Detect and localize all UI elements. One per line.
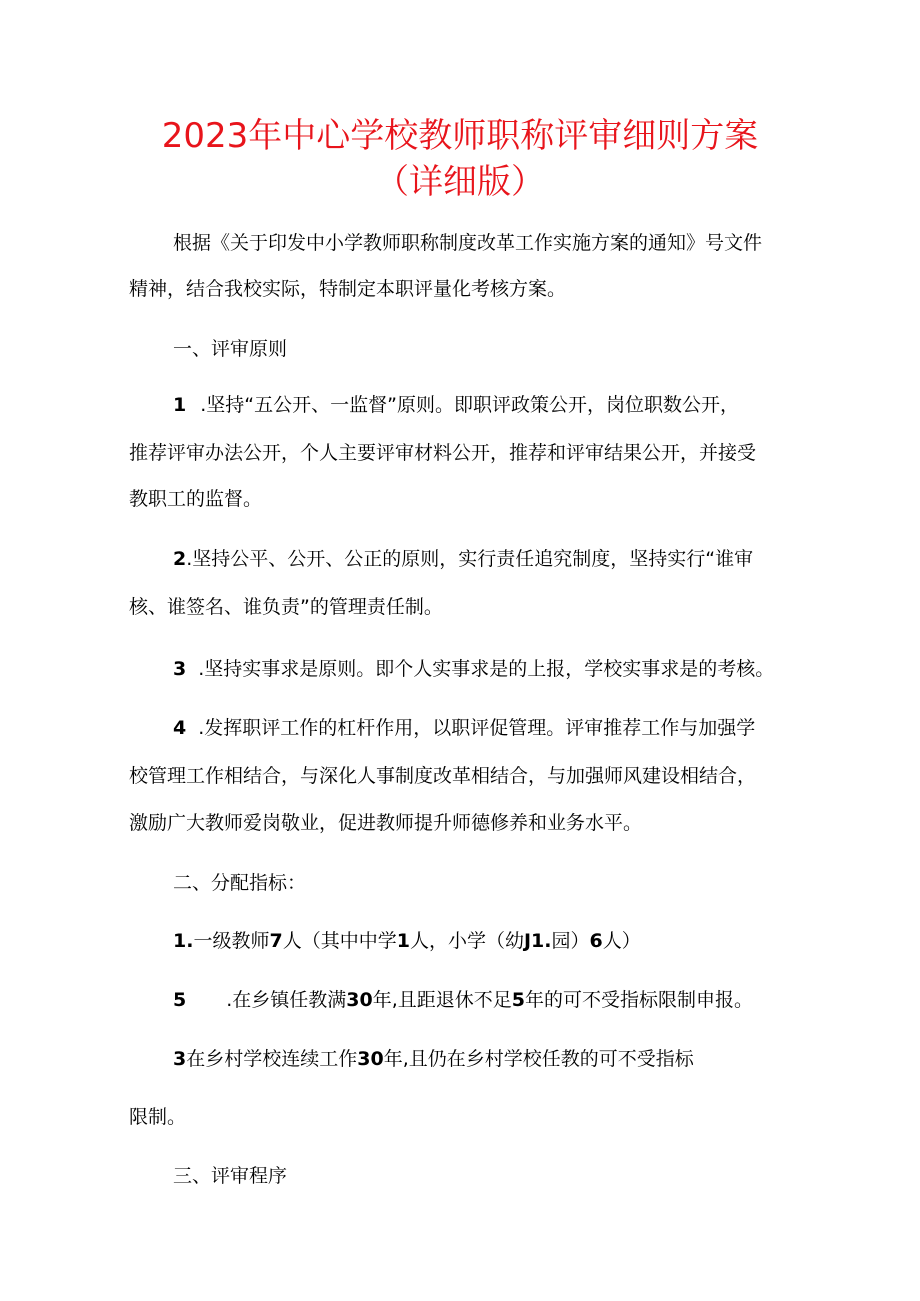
principle-3-number: 3 xyxy=(173,658,187,680)
principle-1-text: .坚持“五公开、一监督”原则。即职评政策公开，岗位职数公开， xyxy=(200,394,739,416)
quota-item-2: 5 .在乡镇任教满30年,且距退休不足5年的可不受指标限制申报。 xyxy=(173,989,754,1011)
principle-1-number: 1 xyxy=(173,394,187,416)
intro-line-2: 精神，结合我校实际，特制定本职评量化考核方案。 xyxy=(129,278,567,300)
section-heading-3: 三、评审程序 xyxy=(173,1165,288,1187)
quota-item-3: 3在乡村学校连续工作30年,且仍在乡村学校任教的可不受指标 xyxy=(173,1048,694,1070)
document-title: 2023年中心学校教师职称评审细则方案 xyxy=(161,116,759,156)
section-heading-2: 二、分配指标： xyxy=(173,872,307,894)
principle-2-number: 2 xyxy=(173,548,187,570)
section-heading-1: 一、评审原则 xyxy=(173,338,288,360)
principle-1-line-2: 推荐评审办法公开，个人主要评审材料公开，推荐和评审结果公开，并接受 xyxy=(129,442,757,464)
principle-4-line-3: 激励广大教师爱岗敬业，促进教师提升师德修养和业务水平。 xyxy=(129,812,643,834)
principle-2-text: .坚持公平、公开、公正的原则，实行责任追究制度，坚持实行“谁审 xyxy=(186,548,754,570)
principle-3-text: .坚持实事求是原则。即个人实事求是的上报，学校实事求是的考核。 xyxy=(198,658,775,680)
principle-4-line-2: 校管理工作相结合，与深化人事制度改革相结合，与加强师风建设相结合， xyxy=(129,765,757,787)
principle-1-line-3: 教职工的监督。 xyxy=(129,488,263,510)
principle-2-line-2: 核、谁签名、谁负责”的管理责任制。 xyxy=(129,596,443,618)
principle-4-text: .发挥职评工作的杠杆作用，以职评促管理。评审推荐工作与加强学 xyxy=(198,717,756,739)
document-subtitle: （详细版） xyxy=(375,162,545,202)
principle-1-line-1 xyxy=(173,392,739,418)
principle-2-line-1 xyxy=(173,546,753,572)
principle-4-line-1 xyxy=(173,715,755,741)
intro-line-1: 根据《关于印发中小学教师职称制度改革工作实施方案的通知》号文件 xyxy=(173,232,763,254)
quota-item-3-continued: 限制。 xyxy=(129,1106,187,1128)
principle-4-number: 4 xyxy=(173,717,187,739)
quota-item-1: 1.一级教师7人（其中中学1人，小学（幼J1.园）6人） xyxy=(173,930,641,952)
principle-3-line-1 xyxy=(173,656,774,682)
